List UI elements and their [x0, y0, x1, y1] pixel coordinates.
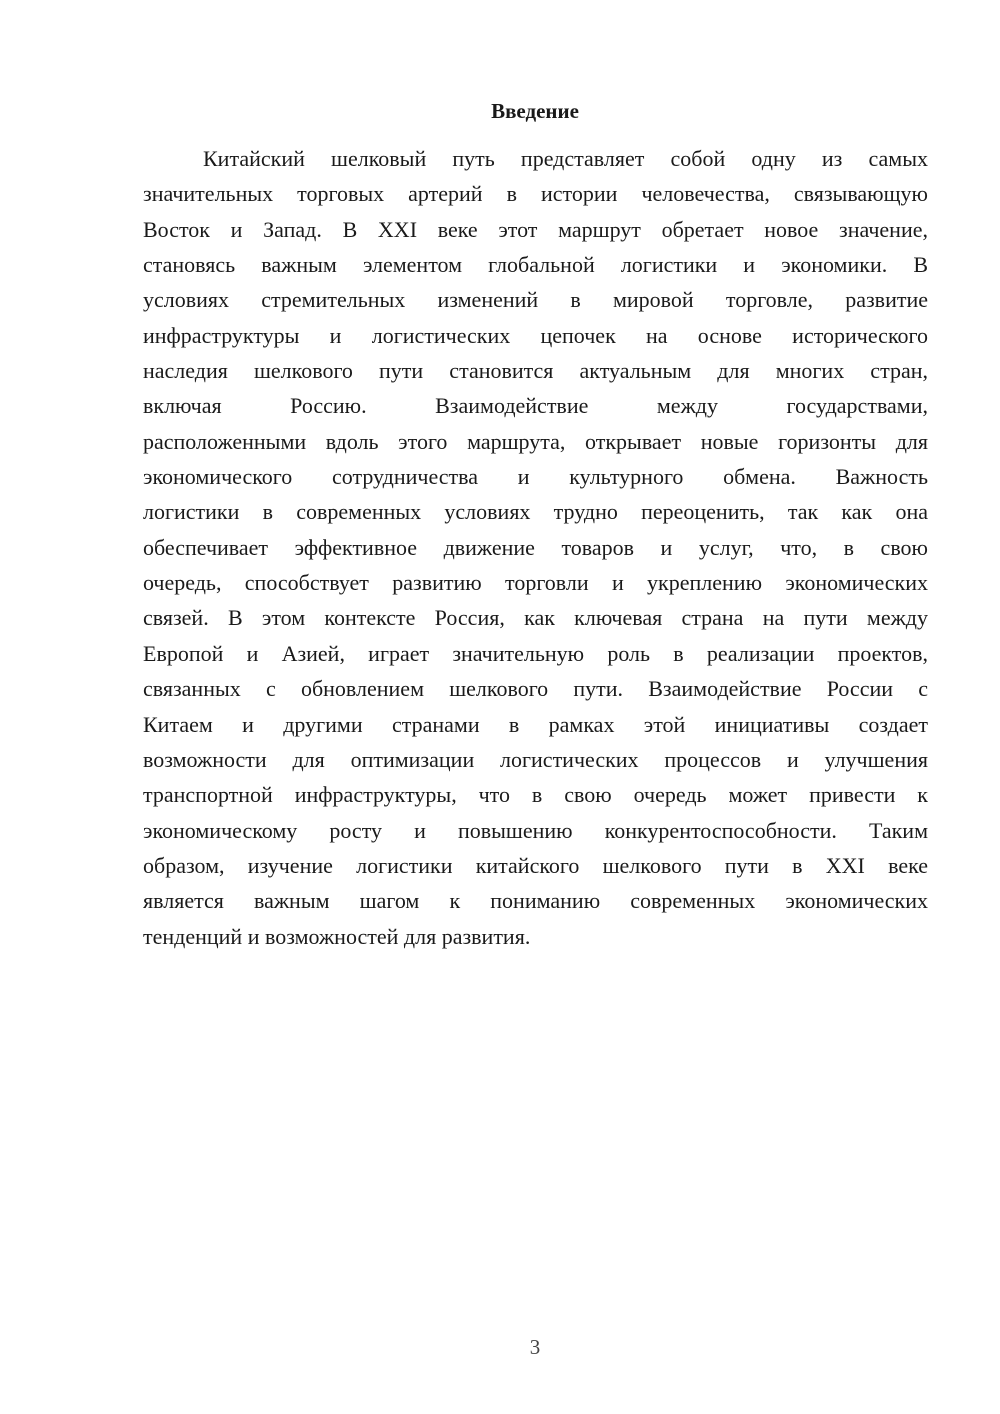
paragraph-line: тенденций и возможностей для развития.	[143, 923, 531, 949]
paragraph-line: является важным шагом к пониманию современных экономических	[143, 888, 928, 914]
paragraph-line: экономического сотрудничества и культурного обмена. Важность	[143, 464, 928, 490]
paragraph-line: экономическому росту и повышению конкурентоспособности. Таким	[143, 817, 928, 843]
introduction-paragraph	[143, 141, 928, 954]
paragraph-line: становясь важным элементом глобальной логистики и экономики. В	[143, 252, 928, 278]
paragraph-line: инфраструктуры и логистических цепочек на основе исторического	[143, 322, 928, 348]
paragraph-line: связанных с обновлением шелкового пути. Взаимодействие России с	[143, 676, 928, 702]
paragraph-line: наследия шелкового пути становится актуальным для многих стран,	[143, 358, 928, 384]
section-heading: Введение	[491, 99, 579, 123]
paragraph-line: расположенными вдоль этого маршрута, открывает новые горизонты для	[143, 428, 928, 454]
paragraph-line: Китайский шелковый путь представляет собой одну из самых	[203, 146, 928, 171]
paragraph-line: обеспечивает эффективное движение товаров и услуг, что, в свою	[143, 534, 928, 560]
paragraph-line: Европой и Азией, играет значительную роль в реализации проектов,	[143, 640, 928, 666]
paragraph-line: образом, изучение логистики китайского шелкового пути в XXI веке	[143, 852, 928, 878]
page-number: 3	[529, 1335, 541, 1359]
paragraph-line: Восток и Запад. В XXI веке этот маршрут обретает новое значение,	[143, 216, 928, 242]
paragraph-line: очередь, способствует развитию торговли и укреплению экономических	[143, 570, 928, 596]
paragraph-line: возможности для оптимизации логистических процессов и улучшения	[143, 746, 928, 772]
paragraph-line: условиях стремительных изменений в мировой торговле, развитие	[143, 287, 928, 313]
paragraph-line: транспортной инфраструктуры, что в свою очередь может привести к	[143, 782, 928, 808]
paragraph-line: Китаем и другими странами в рамках этой инициативы создает	[143, 711, 928, 737]
paragraph-line: значительных торговых артерий в истории человечества, связывающую	[143, 181, 928, 207]
paragraph-line: связей. В этом контексте Россия, как ключевая страна на пути между	[143, 605, 928, 631]
paragraph-line: включая Россию. Взаимодействие между государствами,	[143, 393, 928, 419]
paragraph-line: логистики в современных условиях трудно переоценить, так как она	[143, 499, 928, 525]
